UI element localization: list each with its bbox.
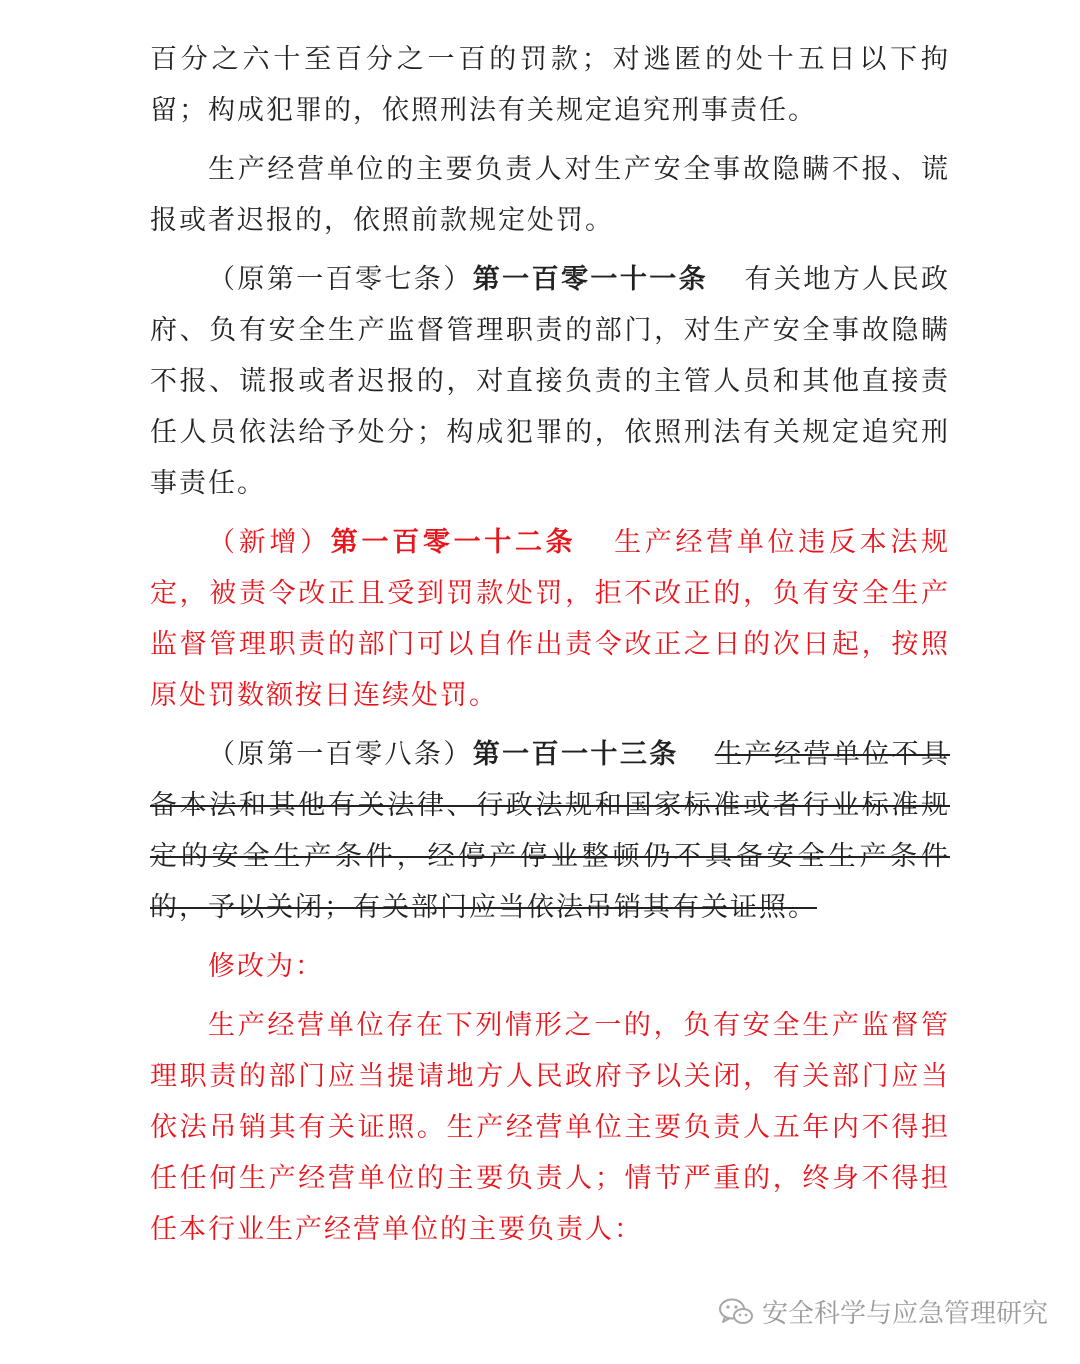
paragraph-article-113-new-text: 生产经营单位存在下列情形之一的，负有安全生产监督管理职责的部门应当提请地方人民政府予以关闭，有关部门应当依法吊销其有关证照。生产经营单位主要负责人五年内不得担任任何生产经营单位的主要负责人；情节严重的，终身不得担任本行业生产经营单位的主要负责人： bbox=[150, 1010, 950, 1245]
paragraph-article-111 bbox=[150, 254, 950, 509]
paragraph-penalty-continued: 百分之六十至百分之一百的罚款；对逃匿的处十五日以下拘留；构成犯罪的，依照刑法有关规定追究刑事责任。 bbox=[150, 44, 950, 126]
article-112-new-tag: （新增） bbox=[208, 527, 331, 558]
paragraph-amended-as: 修改为： bbox=[208, 951, 324, 982]
paragraph-article-112-new bbox=[150, 517, 950, 721]
paragraph-article-113 bbox=[150, 729, 950, 933]
article-113-title: 第一百一十三条 bbox=[472, 739, 679, 770]
article-112-body: 生产经营单位违反本法规定，被责令改正且受到罚款处罚，拒不改正的，负有安全生产监督管理职责的部门可以自作出责令改正之日的次日起，按照原处罚数额按日连续处罚。 bbox=[150, 527, 951, 711]
watermark bbox=[718, 1293, 1048, 1330]
watermark-text: 安全科学与应急管理研究 bbox=[761, 1299, 1048, 1329]
article-111-title: 第一百零一十一条 bbox=[472, 264, 709, 295]
wechat-icon bbox=[718, 1297, 754, 1327]
article-112-title: 第一百零一十二条 bbox=[330, 527, 577, 558]
document-body bbox=[150, 34, 950, 1255]
article-113-deleted-text: 生产经营单位不具备本法和其他有关法律、行政法规和国家标准或者行业标准规定的安全生产条件，经停产停业整顿仍不具备安全生产条件的，予以关闭；有关部门应当依法吊销其有关证照。 bbox=[150, 739, 951, 923]
article-111-original-ref: （原第一百零七条） bbox=[208, 264, 473, 295]
paragraph-principal-penalty: 生产经营单位的主要负责人对生产安全事故隐瞒不报、谎报或者迟报的，依照前款规定处罚。 bbox=[150, 154, 950, 236]
article-113-original-ref: （原第一百零八条） bbox=[208, 739, 473, 770]
article-111-body: 有关地方人民政府、负有安全生产监督管理职责的部门，对生产安全事故隐瞒不报、谎报或者迟报的，对直接负责的主管人员和其他直接责任人员依法给予处分；构成犯罪的，依照刑法有关规定追究刑事责任。 bbox=[150, 264, 951, 499]
